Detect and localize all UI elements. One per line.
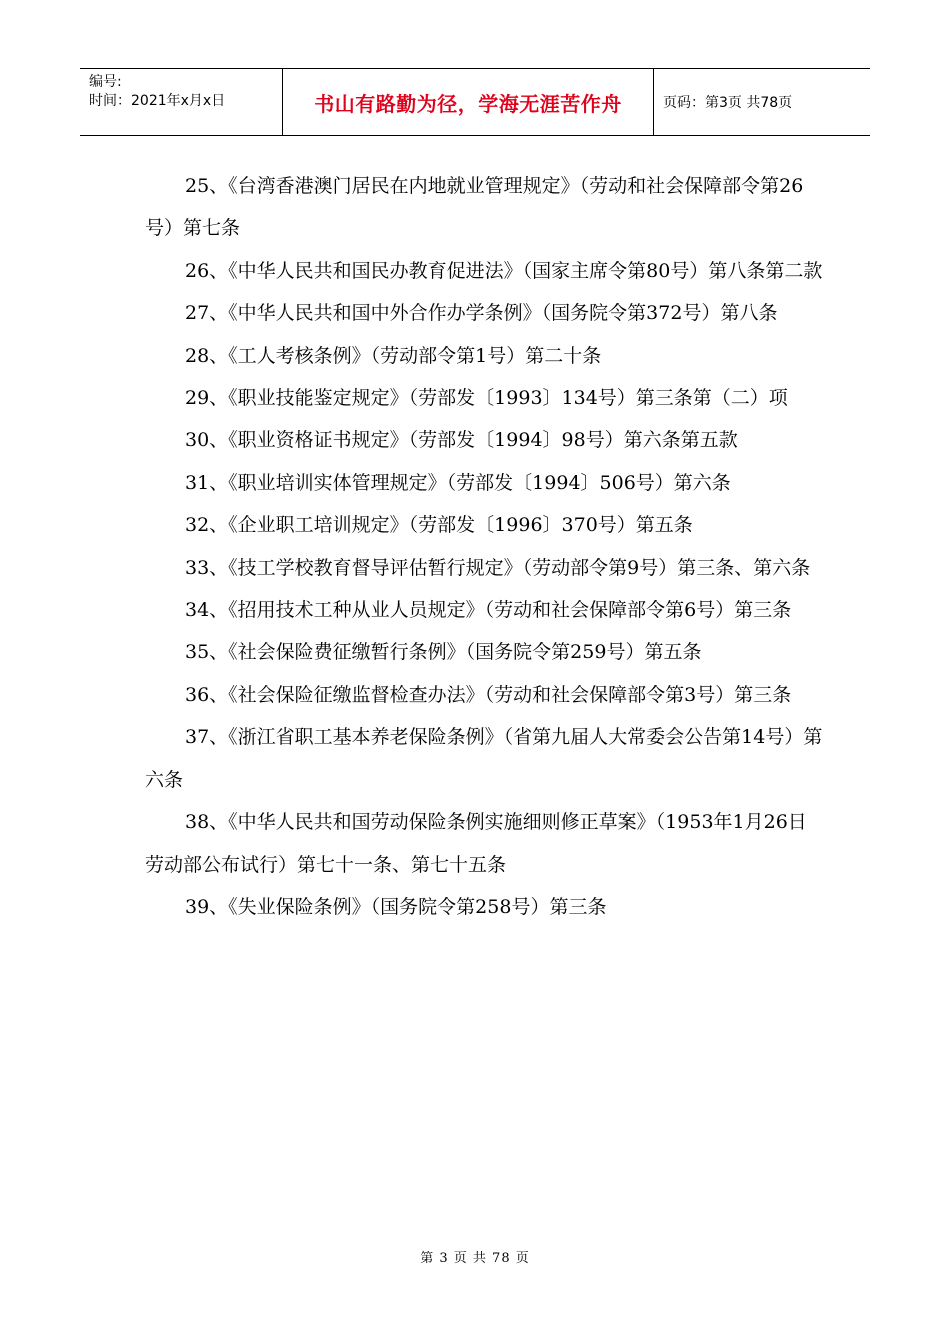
regulation-entry-34: 34、《招用技术工种从业人员规定》（劳动和社会保障部令第6号）第三条 xyxy=(185,599,792,622)
regulation-entry-35: 35、《社会保险费征缴暂行条例》（国务院令第259号）第五条 xyxy=(185,641,702,664)
regulation-entry-25: 25、《台湾香港澳门居民在内地就业管理规定》（劳动和社会保障部令第26号）第七条 xyxy=(145,175,804,240)
header-motto: 书山有路勤为径，学海无涯苦作舟 xyxy=(282,69,654,135)
header-page-info: 页码：第3页 共78页 xyxy=(663,95,793,111)
doc-number-label: 编号: xyxy=(89,74,122,90)
regulation-entry-39: 39、《失业保险条例》（国务院令第258号）第三条 xyxy=(185,895,607,918)
regulation-entry-29: 29、《职业技能鉴定规定》（劳部发〔1993〕134号）第三条第（二）项 xyxy=(185,387,788,410)
regulation-entry-32: 32、《企业职工培训规定》（劳部发〔1996〕370号）第五条 xyxy=(185,514,693,537)
doc-time-label: 时间：2021年x月x日 xyxy=(89,93,226,109)
header-meta xyxy=(80,69,282,135)
regulation-entry-36: 36、《社会保险征缴监督检查办法》（劳动和社会保障部令第3号）第三条 xyxy=(185,683,792,706)
regulation-entry-38: 38、《中华人民共和国劳动保险条例实施细则修正草案》（1953年1月26日劳动部公布试行）第七十一条、第七十五条 xyxy=(145,811,807,876)
page-footer: 第 3 页 共 78 页 xyxy=(420,1251,530,1266)
regulation-entry-37: 37、《浙江省职工基本养老保险条例》（省第九届人大常委会公告第14号）第六条 xyxy=(145,726,823,791)
regulation-entry-26: 26、《中华人民共和国民办教育促进法》（国家主席令第80号）第八条第二款 xyxy=(185,259,823,282)
regulation-entry-33: 33、《技工学校教育督导评估暂行规定》（劳动部令第9号）第三条、第六条 xyxy=(185,556,811,579)
regulation-entry-28: 28、《工人考核条例》（劳动部令第1号）第二十条 xyxy=(185,344,602,367)
document-body xyxy=(145,165,825,928)
document-header xyxy=(80,68,870,136)
regulation-entry-30: 30、《职业资格证书规定》（劳部发〔1994〕98号）第六条第五款 xyxy=(185,429,738,452)
regulation-entry-31: 31、《职业培训实体管理规定》（劳部发〔1994〕506号）第六条 xyxy=(185,471,731,494)
regulation-entry-27: 27、《中华人民共和国中外合作办学条例》（国务院令第372号）第八条 xyxy=(185,302,778,325)
